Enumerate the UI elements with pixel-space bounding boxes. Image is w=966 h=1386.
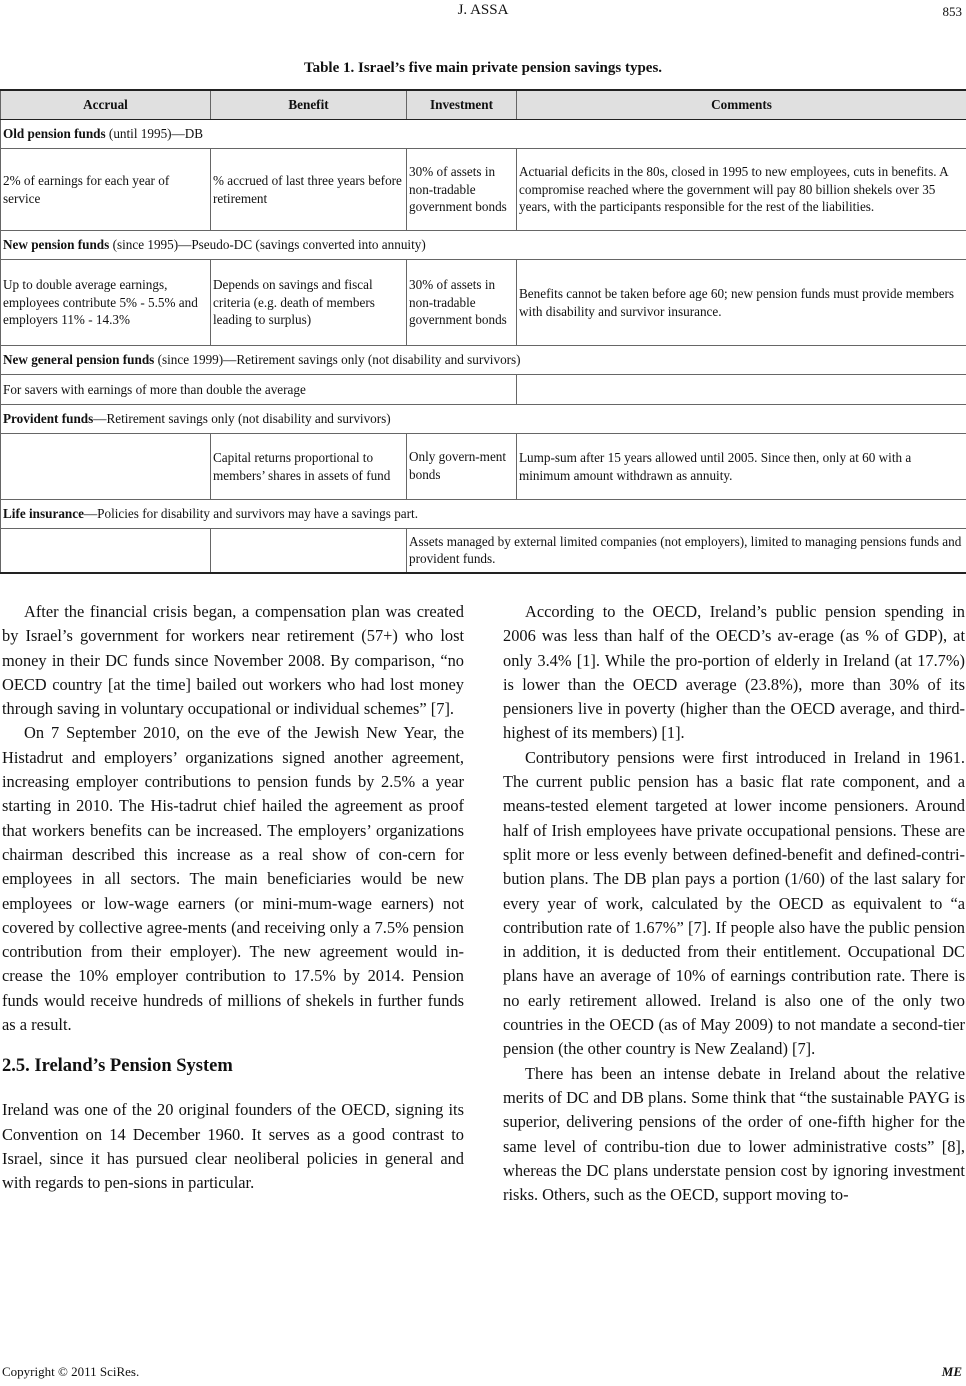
header-investment: Investment — [407, 90, 517, 120]
cell-benefit: % accrued of last three years before retirement — [211, 149, 407, 231]
right-column — [503, 600, 965, 1207]
paragraph: According to the OECD, Ireland’s public pension spending in 2006 was less than half of the OECD’s av-erage (as % of GDP), at only 3.4% [1]. While the pro-portion of elderly in Ireland (at 17.7%) is lower than the OECD average (23.8%), more than 30% of its pensioners live in poverty (higher than the OECD average, and third-highest of its members) [1]. — [503, 602, 965, 743]
cell-accrual: 2% of earnings for each year of service — [1, 149, 211, 231]
table-row — [1, 149, 966, 231]
table-caption: Table 1. Israel’s five main private pension savings types. — [303, 60, 663, 76]
pension-types-table — [0, 89, 966, 574]
cell-accrual — [1, 529, 211, 573]
section-row-old-pension-funds — [1, 120, 966, 149]
section-desc: (since 1999)—Retirement savings only (not disability and survivors) — [154, 352, 521, 368]
cell-comments: Lump-sum after 15 years allowed until 2005. Since then, only at 60 with a minimum amount withdrawn as annuity. — [517, 434, 966, 500]
cell-accrual: Up to double average earnings, employees contribute 5% - 5.5% and employers 11% - 14.3% — [1, 260, 211, 346]
section-row-new-pension-funds — [1, 231, 966, 260]
section-title: New general pension funds — [3, 352, 155, 368]
cell-investment-comments: Assets managed by external limited companies (not employers), limited to managing pensions funds and provident funds. — [407, 529, 966, 573]
cell-merged-accrual-benefit-investment: For savers with earnings of more than double the average — [1, 375, 517, 405]
cell-comments: Actuarial deficits in the 80s, closed in 1995 to new employees, cuts in benefits. A compromise reached where the government will pay 80 billion shekels over 35 years, with the participants responsible for the rest of the liabilities. — [517, 149, 966, 231]
cell-benefit: Capital returns proportional to members’ shares in assets of fund — [211, 434, 407, 500]
section-desc: (since 1995)—Pseudo-DC (savings converted into annuity) — [109, 237, 426, 253]
paragraph: Ireland was one of the 20 original founders of the OECD, signing its Convention on 14 December 1960. It serves as a good contrast to Israel, since it has pursued clear neoliberal policies in general and with regards to pen-sions in particular. — [2, 1100, 464, 1193]
left-column — [2, 600, 464, 1196]
cell-investment: 30% of assets in non-tradable government bonds — [407, 260, 517, 346]
paragraph: There has been an intense debate in Ireland about the relative merits of DC and DB plans. Some think that “the sustainable PAYG is superior, delivering pensions of the order of one-fifth higher for the same level of contribu-tion due to lower administrative costs” [8], whereas the DC plans understate pension cost by ignoring investment risks. Others, such as the OECD, support moving to- — [503, 1063, 965, 1205]
table-header-row — [1, 90, 966, 120]
cell-investment: Only govern-ment bonds — [407, 434, 517, 500]
section-title: Provident funds — [3, 411, 94, 427]
section-desc: —Policies for disability and survivors may have a savings part. — [83, 506, 418, 522]
paragraph: On 7 September 2010, on the eve of the Jewish New Year, the Histadrut and employers’ organizations signed another agreement, increasing employer contributions to pension funds by 2.5% a year starting in 2010. The His-tadrut chief hailed the agreement as proof that workers benefits can be increased. The employers’ organizations chairman described this increase as a real show of con-cern for employees in all sectors. The main beneficiaries would be new employees or low-wage earners (or mini-mum-wage earners) not covered by collective agree-ments (and receiving only a 7.5% pension contribution from their employer). The new agreement would in-crease the 10% employer contribution to 17.5% by 2014. Pension funds would receive hundreds of millions of shekels in further funds as a result. — [2, 723, 464, 1035]
page-number: 853 — [942, 4, 962, 19]
section-desc: (until 1995)—DB — [105, 126, 204, 142]
cell-benefit: Depends on savings and fiscal criteria (e.g. death of members leading to surplus) — [211, 260, 407, 346]
section-title: Old pension funds — [3, 126, 106, 142]
table-row — [1, 375, 966, 405]
running-header-author: J. ASSA — [457, 2, 509, 18]
cell-accrual — [1, 434, 211, 500]
copyright-text: Copyright © 2011 SciRes. — [2, 1364, 140, 1379]
cell-comments: Benefits cannot be taken before age 60; new pension funds must provide members with disability and survivor insurance. — [517, 260, 966, 346]
section-row-life-insurance — [1, 500, 966, 529]
paragraph: Contributory pensions were first introduced in Ireland in 1961. The current public pension has a basic flat rate component, and a means-tested element targeted at lower income pensioners. Around half of Irish employees have private occupational pensions. These are split more or less evenly between defined-benefit and defined-contri-bution plans. The DB plan pays a portion (1/60) of the last salary for every year of work, calculated by the OECD as equivalent to “a contribution rate of 1.67%” [7]. If people also have the public pension in addition, it is deducted from their entitlement. Occupational DC plans have an average of 10% of earnings contribution rate. There is no early retirement allowed. Ireland is also one of the only two countries in the OECD (as of May 2009) to not mandate a second-tier pension (the other country is New Zealand) [7]. — [503, 747, 965, 1059]
table-row — [1, 434, 966, 500]
cell-investment: 30% of assets in non-tradable government bonds — [407, 149, 517, 231]
table-row — [1, 260, 966, 346]
section-title: Life insurance — [3, 506, 84, 522]
header-comments: Comments — [517, 90, 966, 120]
paragraph: After the financial crisis began, a compensation plan was created by Israel’s government for workers near retirement (57+) who lost money in their DC funds since November 2008. By comparison, “no OECD country [at the time] bailed out workers who had lost money through saving in voluntary occupational or individual schemes” [7]. — [2, 602, 464, 719]
section-row-new-general-pension-funds — [1, 346, 966, 375]
header-benefit: Benefit — [211, 90, 407, 120]
section-row-provident-funds — [1, 405, 966, 434]
section-title: New pension funds — [3, 237, 110, 253]
cell-comments — [517, 375, 966, 405]
cell-benefit — [211, 529, 407, 573]
section-desc: —Retirement savings only (not disability and survivors) — [93, 411, 391, 427]
section-heading: 2.5. Ireland’s Pension System — [2, 1056, 233, 1077]
page-footer — [2, 1364, 962, 1380]
table-row — [1, 529, 966, 573]
journal-abbrev: ME — [941, 1364, 962, 1379]
header-accrual: Accrual — [1, 90, 211, 120]
